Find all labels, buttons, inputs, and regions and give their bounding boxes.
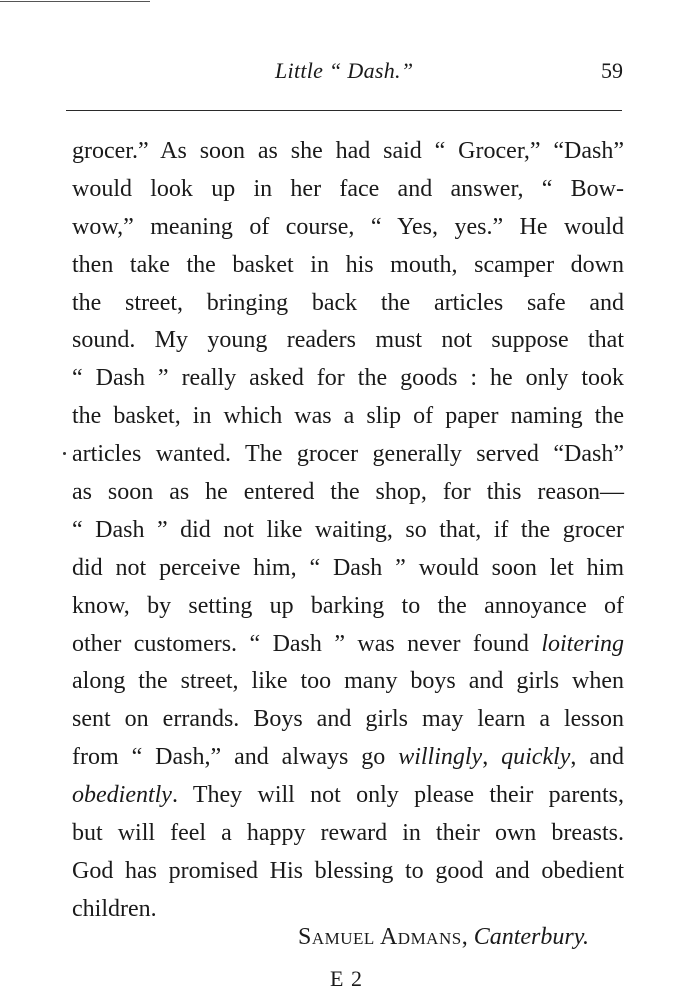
- italic-word: willingly: [398, 744, 483, 771]
- text-run: as soon as he entered the shop, for this reason—: [72, 479, 624, 506]
- header-rule: [66, 110, 622, 111]
- text-line: [72, 626, 624, 664]
- text-run: sent on errands. Boys and girls may learn a lesson: [72, 706, 624, 733]
- text-run: from “ Dash,” and always go: [72, 744, 399, 771]
- italic-word: obediently: [72, 782, 172, 809]
- text-run: the basket, in which was a slip of paper naming the: [72, 403, 624, 430]
- text-line: [72, 588, 624, 626]
- signature: [298, 924, 589, 951]
- text-line: [72, 853, 624, 891]
- margin-speck: [63, 452, 66, 455]
- text-line: [72, 360, 624, 398]
- text-line: [72, 171, 624, 209]
- signature-name: Samuel Admans: [298, 924, 462, 950]
- top-edge-rule: [0, 1, 150, 2]
- text-run: ,: [482, 744, 502, 771]
- text-run: other customers. “ Dash ” was never found: [72, 630, 542, 657]
- text-line: [72, 209, 624, 247]
- text-run: . They will not only please their parents,: [171, 782, 624, 809]
- text-line: [72, 777, 624, 815]
- text-run: sound. My young readers must not suppose that: [72, 327, 624, 354]
- text-line: [72, 701, 624, 739]
- text-run: “ Dash ” did not like waiting, so that, if the grocer: [72, 516, 624, 543]
- italic-word: quickly: [501, 744, 571, 771]
- text-line: [72, 133, 624, 171]
- text-run: the street, bringing back the articles safe and: [72, 289, 624, 316]
- text-line: [72, 474, 624, 512]
- text-line: [72, 663, 624, 701]
- text-line: [72, 285, 624, 323]
- text-line: [72, 247, 624, 285]
- text-line: [72, 398, 624, 436]
- running-title: Little “ Dash.”: [275, 58, 414, 83]
- text-run: then take the basket in his mouth, scamper down: [72, 251, 624, 278]
- text-run: children.: [72, 895, 157, 922]
- italic-word: loitering: [541, 630, 624, 657]
- text-line: [72, 815, 624, 853]
- text-line: [72, 739, 624, 777]
- text-line: [72, 512, 624, 550]
- text-run: , and: [570, 744, 625, 771]
- signature-mark: E 2: [330, 966, 363, 991]
- text-run: grocer.” As soon as she had said “ Grocer,” “Dash”: [72, 138, 624, 164]
- text-run: wow,” meaning of course, “ Yes, yes.” He would: [72, 213, 624, 240]
- text-line: [72, 436, 624, 474]
- text-run: articles wanted. The grocer generally served “Dash”: [72, 441, 624, 468]
- text-line: [72, 550, 624, 588]
- text-line: [72, 322, 624, 360]
- body-text: [72, 133, 624, 929]
- signature-separator: ,: [461, 924, 474, 950]
- text-run: did not perceive him, “ Dash ” would soon let him: [72, 554, 624, 581]
- page-number: 59: [601, 58, 623, 83]
- running-head: [0, 58, 675, 88]
- text-run: “ Dash ” really asked for the goods : he only took: [72, 365, 624, 392]
- signature-place: Canterbury.: [473, 924, 590, 950]
- text-run: would look up in her face and answer, “ Bow-: [72, 175, 624, 202]
- text-run: but will feel a happy reward in their own breasts.: [72, 820, 624, 847]
- text-run: along the street, like too many boys and girls when: [72, 668, 624, 695]
- text-run: know, by setting up barking to the annoyance of: [72, 592, 624, 619]
- text-run: God has promised His blessing to good and obedient: [72, 857, 624, 884]
